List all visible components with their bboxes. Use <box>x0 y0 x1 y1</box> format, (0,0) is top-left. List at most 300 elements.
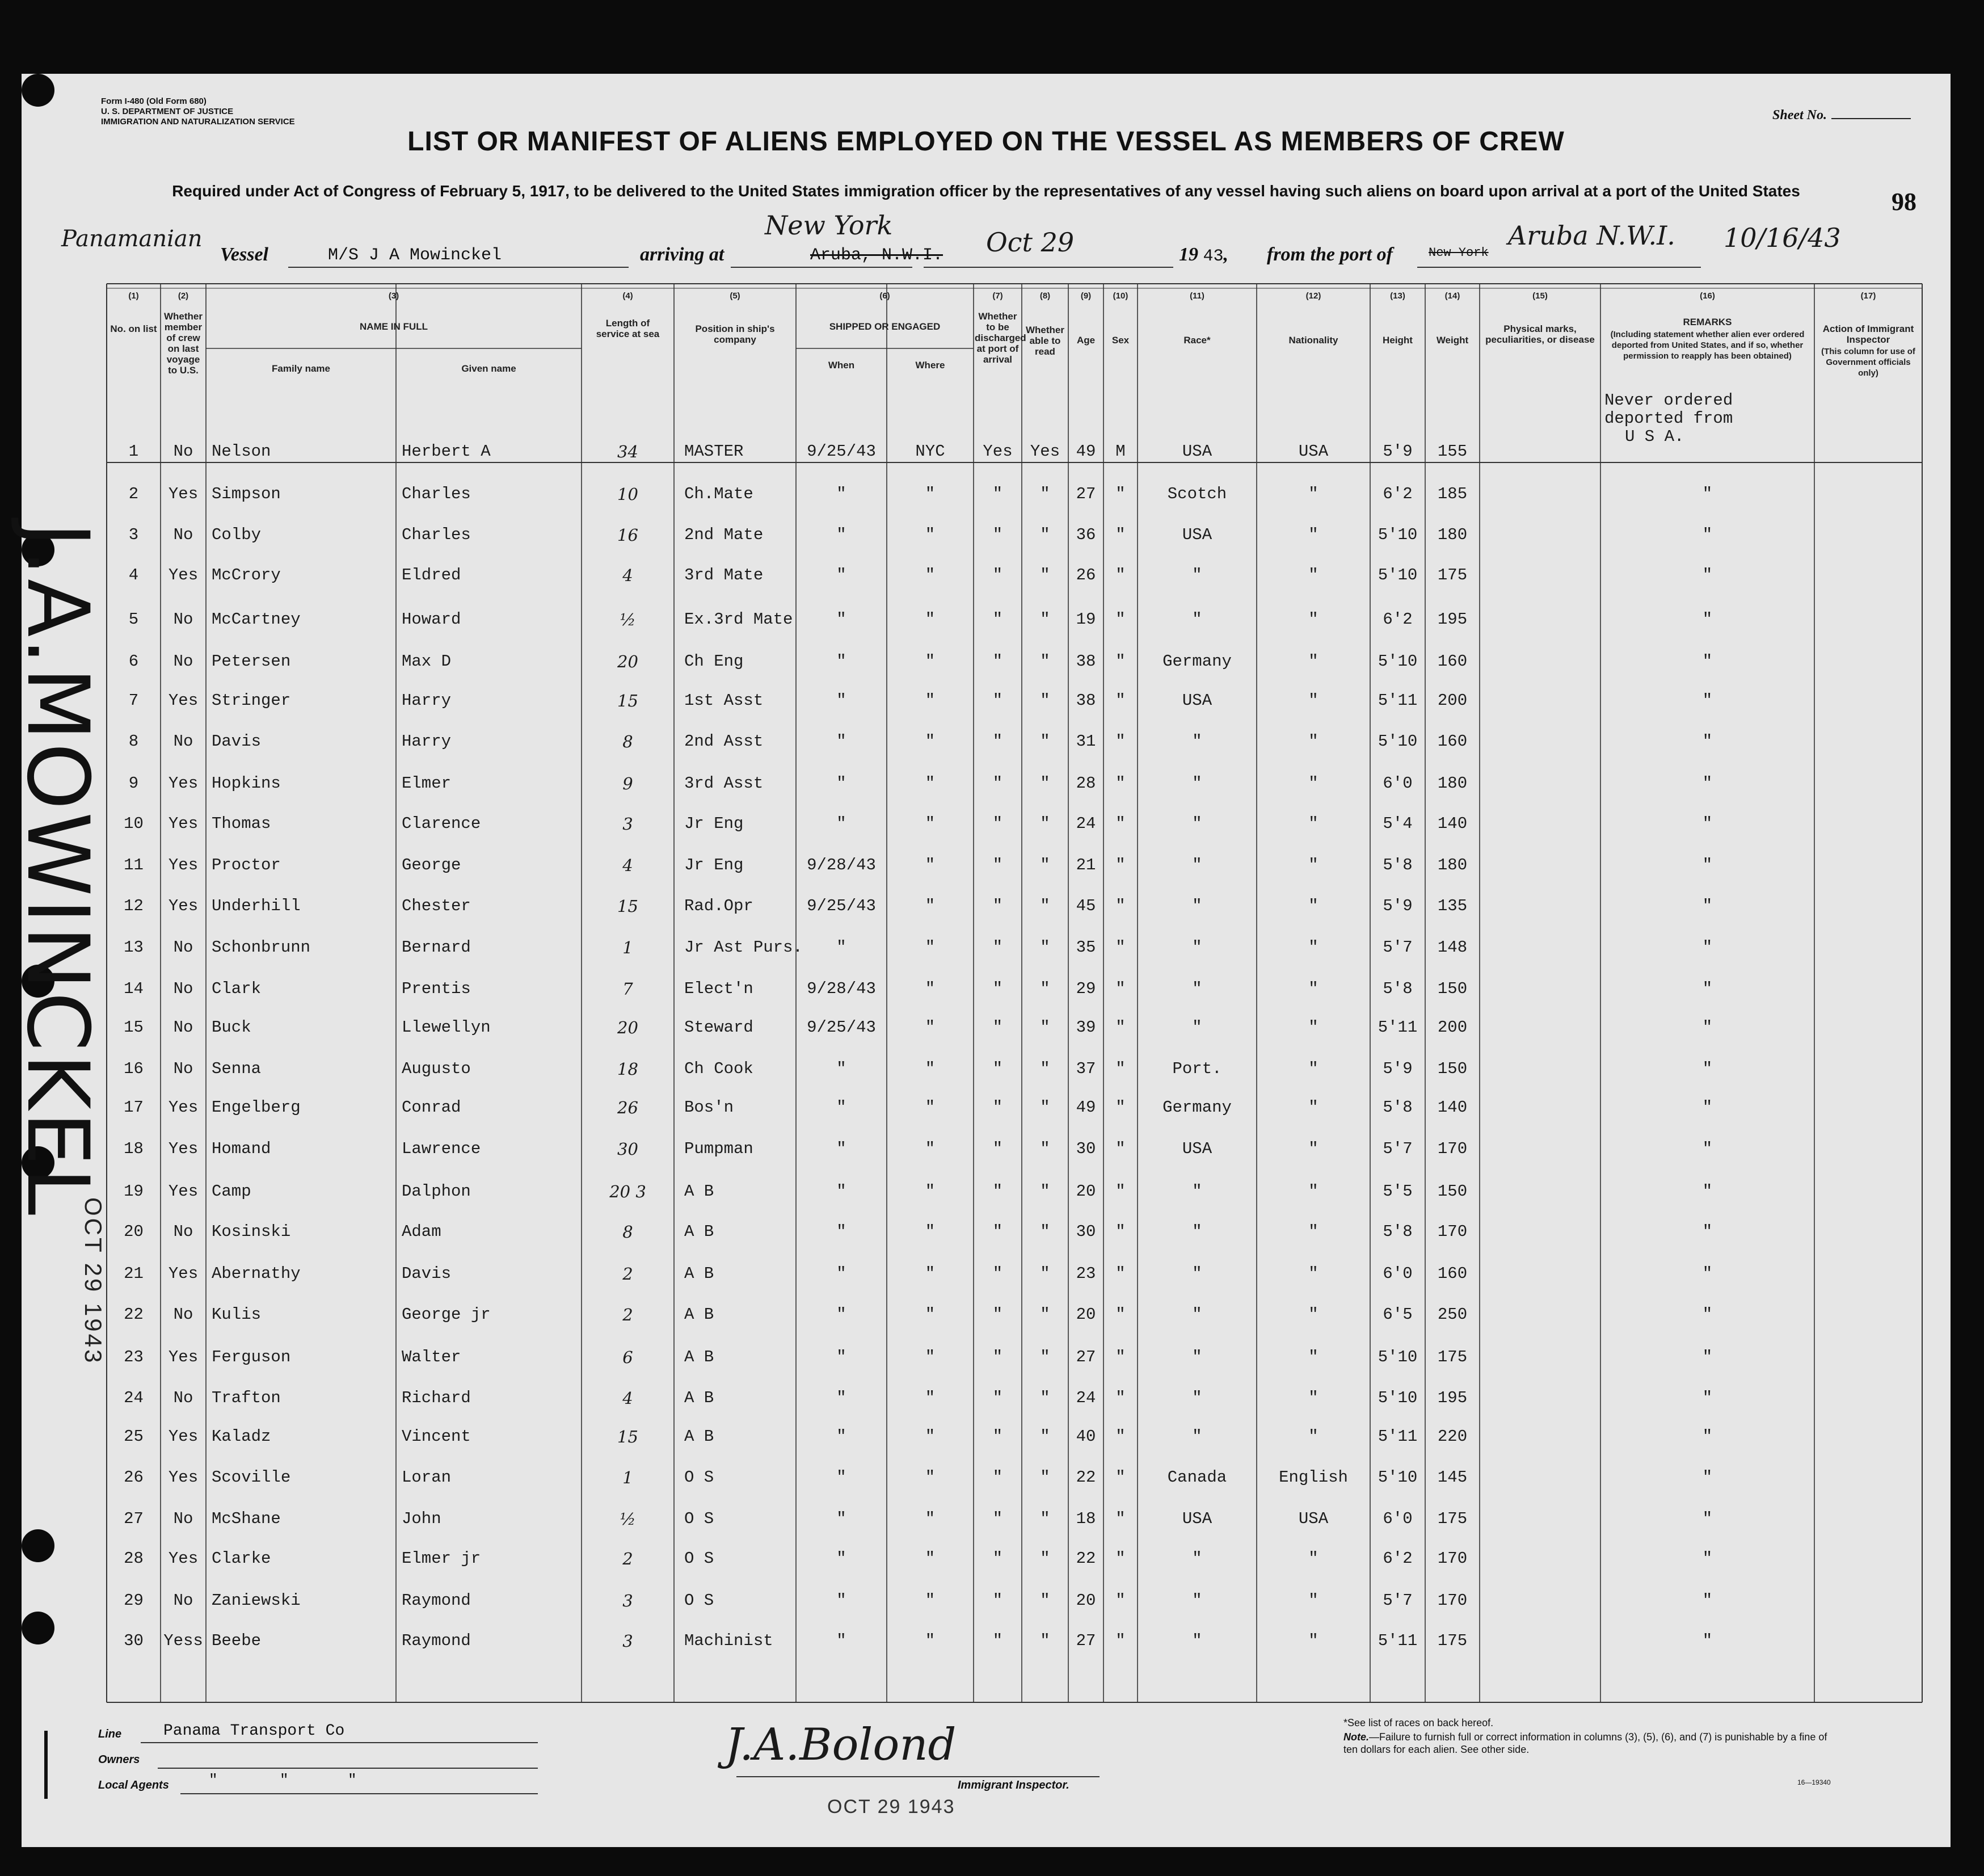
cell-remark: " <box>1702 652 1713 671</box>
cell-where: " <box>925 1509 936 1528</box>
cell-family: McShane <box>212 1509 281 1528</box>
page-title: LIST OR MANIFEST OF ALIENS EMPLOYED ON THE VESSEL AS MEMBERS OF CREW <box>407 127 1565 157</box>
cell-when: " <box>836 1139 846 1158</box>
departure-date-handwritten: 10/16/43 <box>1724 222 1841 253</box>
cell-height: 5'11 <box>1378 1631 1418 1650</box>
header-name-in-full: NAME IN FULL <box>360 321 428 332</box>
cell-read: " <box>1040 1348 1050 1366</box>
cell-position: A B <box>684 1264 714 1283</box>
cell-race: Germany <box>1162 1098 1232 1117</box>
cell-disch: " <box>992 774 1003 793</box>
cell-position: 3rd Mate <box>684 566 764 584</box>
cell-sex: " <box>1115 1139 1126 1158</box>
cell-weight: 185 <box>1437 485 1468 503</box>
agency-line-2: IMMIGRATION AND NATURALIZATION SERVICE <box>101 117 295 127</box>
cell-disch: " <box>992 1348 1003 1366</box>
cell-height: 5'7 <box>1383 938 1413 957</box>
cell-member: No <box>173 1222 193 1241</box>
cell-service: 20 3 <box>609 1182 646 1201</box>
cell-nat: " <box>1308 1305 1319 1324</box>
cell-no: 30 <box>124 1631 144 1650</box>
cell-position: A B <box>684 1389 714 1407</box>
cell-given: John <box>402 1509 441 1528</box>
cell-weight: 148 <box>1437 938 1468 957</box>
cell-weight: 175 <box>1437 1348 1468 1366</box>
cell-when: 9/28/43 <box>807 979 876 998</box>
header-age: Age <box>1076 335 1096 346</box>
cell-disch: " <box>992 1468 1003 1487</box>
cell-weight: 150 <box>1437 979 1468 998</box>
line-label: Line <box>98 1728 122 1740</box>
cell-service: 18 <box>617 1059 638 1079</box>
local-agents-label: Local Agents <box>98 1779 169 1791</box>
cell-when: " <box>836 732 846 751</box>
cell-remark: " <box>1702 1059 1713 1078</box>
cell-disch: " <box>992 1591 1003 1610</box>
cell-sex: " <box>1115 1182 1126 1201</box>
column-number: (2) <box>178 291 189 301</box>
cell-where: " <box>925 1305 936 1324</box>
cell-given: Dalphon <box>402 1182 471 1201</box>
cell-position: Jr Eng <box>684 814 744 833</box>
cell-where: " <box>925 1468 936 1487</box>
cell-sex: " <box>1115 897 1126 915</box>
cell-nat: " <box>1308 652 1319 671</box>
cell-race: Scotch <box>1167 485 1227 503</box>
header-shipped: SHIPPED OR ENGAGED <box>829 321 941 332</box>
cell-given: George <box>402 856 461 874</box>
cell-weight: 160 <box>1437 732 1468 751</box>
cell-nat: " <box>1308 525 1319 544</box>
cell-race: " <box>1192 1389 1202 1407</box>
page-number: 98 <box>1892 188 1916 216</box>
cell-member: Yes <box>168 1264 199 1283</box>
cell-remark: " <box>1702 525 1713 544</box>
cell-no: 11 <box>124 856 144 874</box>
cell-read: " <box>1040 774 1050 793</box>
cell-where: " <box>925 979 936 998</box>
cell-when: " <box>836 938 846 957</box>
cell-position: O S <box>684 1509 714 1528</box>
cell-when: " <box>836 1182 846 1201</box>
cell-remark: " <box>1702 938 1713 957</box>
cell-where: " <box>925 1389 936 1407</box>
cell-given: Lawrence <box>402 1139 481 1158</box>
cell-disch: " <box>992 652 1003 671</box>
cell-where: " <box>925 938 936 957</box>
cell-service: 10 <box>617 485 638 504</box>
cell-sex: " <box>1115 525 1126 544</box>
cell-when: 9/28/43 <box>807 856 876 874</box>
cell-when: " <box>836 1549 846 1568</box>
cell-sex: " <box>1115 1059 1126 1078</box>
cell-remark: " <box>1702 1222 1713 1241</box>
header-length-service: Length of service at sea <box>596 318 660 339</box>
cell-read: " <box>1040 1427 1050 1446</box>
cell-weight: 175 <box>1437 566 1468 584</box>
cell-service: 9 <box>622 774 633 793</box>
cell-position: A B <box>684 1348 714 1366</box>
header-nationality: Nationality <box>1288 335 1338 346</box>
cell-nat: " <box>1308 1631 1319 1650</box>
cell-service: 3 <box>622 1591 633 1610</box>
cell-weight: 250 <box>1437 1305 1468 1324</box>
cell-where: " <box>925 1182 936 1201</box>
cell-position: A B <box>684 1305 714 1324</box>
cell-read: " <box>1040 652 1050 671</box>
cell-age: 31 <box>1076 732 1096 751</box>
cell-weight: 200 <box>1437 1018 1468 1037</box>
cell-height: 6'0 <box>1383 774 1413 793</box>
cell-member: No <box>173 1591 193 1610</box>
line-value: Panama Transport Co <box>163 1722 345 1740</box>
cell-service: 7 <box>622 979 633 999</box>
cell-service: 8 <box>622 1222 633 1242</box>
cell-position: O S <box>684 1591 714 1610</box>
cell-race: " <box>1192 814 1202 833</box>
cell-race: " <box>1192 1549 1202 1568</box>
cell-given: Elmer <box>402 774 452 793</box>
cell-read: " <box>1040 1018 1050 1037</box>
cell-service: 6 <box>622 1348 633 1367</box>
cell-remark: " <box>1702 732 1713 751</box>
header-position: Position in ship's company <box>695 323 775 345</box>
cell-disch: " <box>992 1389 1003 1407</box>
cell-where: " <box>925 1222 936 1241</box>
cell-disch: " <box>992 814 1003 833</box>
cell-where: " <box>925 1591 936 1610</box>
cell-read: " <box>1040 1591 1050 1610</box>
cell-disch: " <box>992 1305 1003 1324</box>
header-no-on-list: No. on list <box>110 323 157 334</box>
cell-weight: 155 <box>1437 442 1468 461</box>
cell-height: 5'10 <box>1378 1389 1418 1407</box>
cell-weight: 175 <box>1437 1509 1468 1528</box>
cell-given: Clarence <box>402 814 481 833</box>
cell-given: Max D <box>402 652 452 671</box>
cell-sex: " <box>1115 1098 1126 1117</box>
cell-family: Beebe <box>212 1631 262 1650</box>
cell-when: 9/25/43 <box>807 442 876 461</box>
margin-mark <box>44 1731 48 1799</box>
cell-where: " <box>925 1631 936 1650</box>
cell-nat: USA <box>1298 1509 1329 1528</box>
cell-sex: " <box>1115 1264 1126 1283</box>
cell-no: 5 <box>128 610 139 629</box>
cell-where: " <box>925 856 936 874</box>
cell-when: " <box>836 691 846 710</box>
cell-nat: " <box>1308 485 1319 503</box>
cell-disch: " <box>992 938 1003 957</box>
cell-position: 1st Asst <box>684 691 764 710</box>
cell-disch: " <box>992 1182 1003 1201</box>
cell-when: " <box>836 1631 846 1650</box>
cell-nat: " <box>1308 1098 1319 1117</box>
cell-family: Hopkins <box>212 774 281 793</box>
cell-weight: 160 <box>1437 1264 1468 1283</box>
cell-where: " <box>925 691 936 710</box>
cell-no: 3 <box>128 525 139 544</box>
cell-height: 5'8 <box>1383 979 1413 998</box>
cell-read: " <box>1040 1631 1050 1650</box>
cell-sex: " <box>1115 652 1126 671</box>
immigrant-inspector-label: Immigrant Inspector. <box>958 1779 1069 1791</box>
cell-height: 5'8 <box>1383 856 1413 874</box>
cell-height: 5'4 <box>1383 814 1413 833</box>
cell-height: 6'2 <box>1383 1549 1413 1568</box>
cell-sex: " <box>1115 979 1126 998</box>
cell-service: 1 <box>622 938 633 957</box>
cell-member: Yes <box>168 1348 199 1366</box>
cell-nat: " <box>1308 979 1319 998</box>
cell-nat: " <box>1308 814 1319 833</box>
cell-disch: " <box>992 1631 1003 1650</box>
cell-member: Yess <box>163 1631 203 1650</box>
cell-service: 1 <box>622 1468 633 1487</box>
cell-where: " <box>925 485 936 503</box>
cell-family: Simpson <box>212 485 281 503</box>
column-number: (5) <box>730 291 740 301</box>
cell-race: " <box>1192 897 1202 915</box>
cell-family: McCrory <box>212 566 281 584</box>
cell-sex: " <box>1115 1631 1126 1650</box>
cell-remark: " <box>1702 1018 1713 1037</box>
cell-member: No <box>173 1509 193 1528</box>
cell-when: " <box>836 1509 846 1528</box>
cell-read: " <box>1040 1468 1050 1487</box>
footer-date-stamp: OCT 29 1943 <box>827 1796 955 1818</box>
cell-remark: " <box>1702 1182 1713 1201</box>
cell-remark: " <box>1702 610 1713 629</box>
cell-no: 7 <box>128 691 139 710</box>
cell-no: 9 <box>128 774 139 793</box>
side-date-stamp: OCT 29 1943 <box>80 1197 107 1365</box>
cell-read: Yes <box>1030 442 1060 461</box>
cell-service: 34 <box>617 442 638 461</box>
cell-weight: 175 <box>1437 1631 1468 1650</box>
header-discharged: Whether to be discharged at port of arrival <box>975 311 1026 365</box>
cell-member: Yes <box>168 774 199 793</box>
cell-no: 13 <box>124 938 144 957</box>
cell-family: McCartney <box>212 610 301 629</box>
cell-height: 5'5 <box>1383 1182 1413 1201</box>
cell-no: 8 <box>128 732 139 751</box>
cell-read: " <box>1040 938 1050 957</box>
cell-sex: " <box>1115 1427 1126 1446</box>
cell-nat: " <box>1308 1264 1319 1283</box>
cell-race: " <box>1192 1591 1202 1610</box>
cell-weight: 170 <box>1437 1591 1468 1610</box>
cell-where: " <box>925 1264 936 1283</box>
cell-sex: " <box>1115 610 1126 629</box>
cell-given: Chester <box>402 897 471 915</box>
cell-given: Raymond <box>402 1591 471 1610</box>
cell-where: " <box>925 610 936 629</box>
cell-member: Yes <box>168 1549 199 1568</box>
cell-where: " <box>925 566 936 584</box>
cell-age: 35 <box>1076 938 1096 957</box>
cell-race: " <box>1192 566 1202 584</box>
vessel-side-mark: J.A.MOWINCKEL <box>8 522 107 1218</box>
cell-height: 6'2 <box>1383 485 1413 503</box>
cell-remark: " <box>1702 1631 1713 1650</box>
cell-when: " <box>836 1427 846 1446</box>
column-number: (12) <box>1305 291 1321 301</box>
cell-given: Harry <box>402 732 452 751</box>
cell-sex: " <box>1115 485 1126 503</box>
cell-race: " <box>1192 1427 1202 1446</box>
cell-race: Germany <box>1162 652 1232 671</box>
cell-position: Elect'n <box>684 979 753 998</box>
cell-where: NYC <box>915 442 945 461</box>
cell-nat: " <box>1308 856 1319 874</box>
cell-height: 6'5 <box>1383 1305 1413 1324</box>
cell-height: 5'8 <box>1383 1098 1413 1117</box>
cell-disch: " <box>992 1549 1003 1568</box>
sheet-number: Sheet No. <box>1772 108 1911 123</box>
cell-weight: 150 <box>1437 1059 1468 1078</box>
cell-position: Bos'n <box>684 1098 734 1117</box>
cell-family: Clark <box>212 979 262 998</box>
cell-member: Yes <box>168 814 199 833</box>
header-able-read: Whether able to read <box>1026 325 1064 357</box>
cell-given: Llewellyn <box>402 1018 491 1037</box>
cell-when: " <box>836 485 846 503</box>
cell-service: 15 <box>617 691 638 710</box>
cell-when: " <box>836 525 846 544</box>
cell-height: 6'0 <box>1383 1264 1413 1283</box>
cell-weight: 220 <box>1437 1427 1468 1446</box>
cell-nat: " <box>1308 732 1319 751</box>
cell-service: 2 <box>622 1549 633 1568</box>
cell-age: 27 <box>1076 1348 1096 1366</box>
cell-sex: " <box>1115 1305 1126 1324</box>
cell-remark: " <box>1702 1348 1713 1366</box>
column-number: (9) <box>1080 291 1092 301</box>
cell-no: 18 <box>124 1139 144 1158</box>
cell-sex: M <box>1115 442 1126 461</box>
cell-when: " <box>836 1222 846 1241</box>
cell-where: " <box>925 525 936 544</box>
penalty-note: Note.—Failure to furnish full or correct information in columns (3), (5), (6), and (7) is punishable by a fine of ten dollars for each alien. See other side. <box>1343 1731 1827 1755</box>
cell-no: 21 <box>124 1264 144 1283</box>
cell-nat: " <box>1308 1549 1319 1568</box>
cell-service: ½ <box>620 610 636 629</box>
cell-family: Buck <box>212 1018 251 1037</box>
cell-sex: " <box>1115 814 1126 833</box>
cell-family: Schonbrunn <box>212 938 311 957</box>
cell-given: Augusto <box>402 1059 471 1078</box>
arrival-date-handwritten: Oct 29 <box>986 227 1075 258</box>
cell-remark: " <box>1702 1305 1713 1324</box>
cell-given: Raymond <box>402 1631 471 1650</box>
cell-disch: " <box>992 691 1003 710</box>
cell-read: " <box>1040 897 1050 915</box>
cell-family: Thomas <box>212 814 271 833</box>
cell-position: O S <box>684 1549 714 1568</box>
cell-age: 39 <box>1076 1018 1096 1037</box>
cell-where: " <box>925 652 936 671</box>
cell-family: Camp <box>212 1182 251 1201</box>
remarks-first-row: Never ordered deported from U S A. <box>1604 391 1733 446</box>
cell-given: Charles <box>402 525 471 544</box>
cell-when: " <box>836 1591 846 1610</box>
cell-nat: " <box>1308 1591 1319 1610</box>
cell-when: " <box>836 610 846 629</box>
column-number: (13) <box>1390 291 1405 301</box>
cell-disch: " <box>992 856 1003 874</box>
cell-remark: " <box>1702 485 1713 503</box>
cell-age: 29 <box>1076 979 1096 998</box>
cell-service: 20 <box>617 652 638 671</box>
cell-read: " <box>1040 732 1050 751</box>
cell-age: 20 <box>1076 1182 1096 1201</box>
cell-disch: " <box>992 1222 1003 1241</box>
cell-given: Davis <box>402 1264 452 1283</box>
header-whether-member: Whether member of crew on last voyage to U.S. <box>164 311 203 376</box>
cell-family: Homand <box>212 1139 271 1158</box>
cell-member: Yes <box>168 856 199 874</box>
cell-position: O S <box>684 1468 714 1487</box>
cell-remark: " <box>1702 1098 1713 1117</box>
cell-service: 30 <box>617 1139 638 1159</box>
vessel-name: M/S J A Mowinckel <box>328 246 502 265</box>
cell-given: Bernard <box>402 938 471 957</box>
cell-when: " <box>836 774 846 793</box>
header-physical: Physical marks, peculiarities, or disease <box>1485 323 1595 345</box>
cell-when: " <box>836 566 846 584</box>
cell-position: A B <box>684 1427 714 1446</box>
cell-no: 25 <box>124 1427 144 1446</box>
column-number: (8) <box>1039 291 1051 301</box>
cell-nat: English <box>1279 1468 1348 1487</box>
cell-member: Yes <box>168 1139 199 1158</box>
cell-when: " <box>836 652 846 671</box>
cell-where: " <box>925 1348 936 1366</box>
cell-position: Machinist <box>684 1631 773 1650</box>
cell-sex: " <box>1115 1018 1126 1037</box>
cell-family: Trafton <box>212 1389 281 1407</box>
cell-disch: " <box>992 1018 1003 1037</box>
cell-family: Senna <box>212 1059 262 1078</box>
cell-race: " <box>1192 1305 1202 1324</box>
cell-member: Yes <box>168 1182 199 1201</box>
cell-sex: " <box>1115 691 1126 710</box>
cell-remark: " <box>1702 1549 1713 1568</box>
cell-age: 24 <box>1076 814 1096 833</box>
cell-race: USA <box>1182 525 1212 544</box>
cell-race: " <box>1192 1222 1202 1241</box>
cell-disch: Yes <box>983 442 1013 461</box>
cell-family: Zaniewski <box>212 1591 301 1610</box>
cell-no: 1 <box>128 442 139 461</box>
column-number: (10) <box>1113 291 1128 301</box>
cell-age: 27 <box>1076 1631 1096 1650</box>
cell-weight: 200 <box>1437 691 1468 710</box>
cell-family: Engelberg <box>212 1098 301 1117</box>
cell-service: 16 <box>617 525 638 545</box>
column-number: (4) <box>622 291 633 301</box>
cell-age: 49 <box>1076 442 1096 461</box>
cell-service: 4 <box>622 566 633 585</box>
cell-position: Rad.Opr <box>684 897 753 915</box>
arriving-port-handwritten: New York <box>765 210 893 241</box>
cell-race: " <box>1192 610 1202 629</box>
cell-position: Jr Eng <box>684 856 744 874</box>
cell-height: 5'10 <box>1378 566 1418 584</box>
cell-member: No <box>173 979 193 998</box>
cell-age: 36 <box>1076 525 1096 544</box>
